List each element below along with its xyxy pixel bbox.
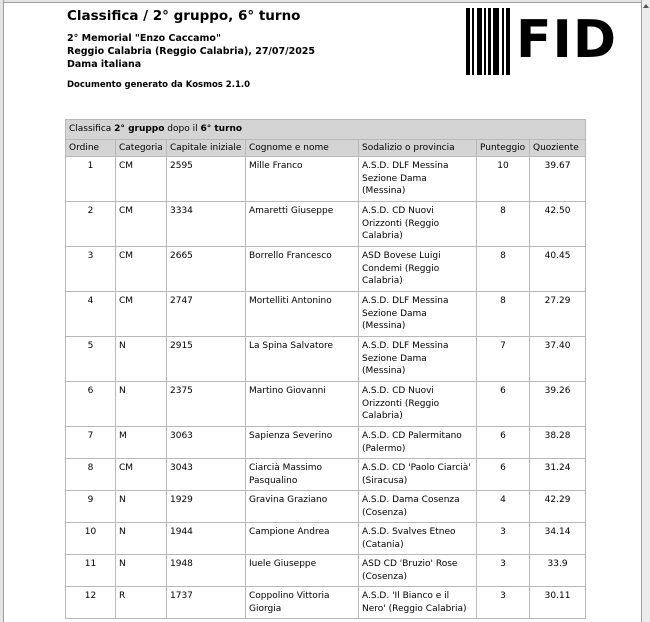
fid-logo [466, 8, 618, 75]
cell-ordine: 9 [66, 491, 116, 523]
cell-punteggio: 8 [477, 247, 530, 292]
cell-capitale: 1929 [167, 491, 246, 523]
cell-sodalizio: ASD CD 'Bruzio' Rose (Cosenza) [359, 555, 477, 587]
cell-ordine: 1 [66, 157, 116, 202]
cell-capitale: 3043 [167, 459, 246, 491]
cell-nome: Campione Andrea [246, 523, 359, 555]
table-row [66, 523, 586, 555]
cell-punteggio: 6 [477, 459, 530, 491]
cell-ordine: 7 [66, 427, 116, 459]
cell-capitale: 2665 [167, 247, 246, 292]
table-row [66, 491, 586, 523]
table-row [66, 382, 586, 427]
cell-quoziente: 38.28 [530, 427, 586, 459]
header-nome: Cognome e nome [246, 139, 359, 157]
cell-categoria: M [116, 427, 167, 459]
cell-sodalizio: A.S.D. DLF Messina Sezione Dama (Messina) [359, 337, 477, 382]
table-row [66, 459, 586, 491]
cell-categoria: CM [116, 157, 167, 202]
table-row [66, 157, 586, 202]
cell-quoziente: 31.24 [530, 459, 586, 491]
cell-ordine: 8 [66, 459, 116, 491]
standings-rows [66, 157, 586, 619]
cell-punteggio: 3 [477, 555, 530, 587]
cell-punteggio: 4 [477, 491, 530, 523]
cell-nome: Sapienza Severino [246, 427, 359, 459]
table-row [66, 587, 586, 619]
table-row [66, 555, 586, 587]
cell-punteggio: 10 [477, 157, 530, 202]
cell-categoria: N [116, 382, 167, 427]
fid-logo-text: FID [516, 10, 618, 70]
cell-quoziente: 40.45 [530, 247, 586, 292]
header-quoziente: Quoziente [530, 139, 586, 157]
cell-sodalizio: A.S.D. 'Il Bianco e il Nero' (Reggio Calabria) [359, 587, 477, 619]
cell-categoria: CM [116, 459, 167, 491]
cell-categoria: N [116, 555, 167, 587]
cell-quoziente: 37.40 [530, 337, 586, 382]
cell-capitale: 2747 [167, 292, 246, 337]
cell-sodalizio: A.S.D. DLF Messina Sezione Dama (Messina) [359, 292, 477, 337]
event-discipline: Dama italiana [67, 59, 142, 70]
cell-capitale: 2915 [167, 337, 246, 382]
cell-sodalizio: A.S.D. Svalves Etneo (Catania) [359, 523, 477, 555]
cell-quoziente: 30.11 [530, 587, 586, 619]
cell-nome: La Spina Salvatore [246, 337, 359, 382]
cell-punteggio: 6 [477, 382, 530, 427]
cell-sodalizio: ASD Bovese Luigi Condemi (Reggio Calabria) [359, 247, 477, 292]
cell-sodalizio: A.S.D. Dama Cosenza (Cosenza) [359, 491, 477, 523]
cell-punteggio: 7 [477, 337, 530, 382]
table-row [66, 292, 586, 337]
cell-quoziente: 34.14 [530, 523, 586, 555]
cell-ordine: 5 [66, 337, 116, 382]
cell-capitale: 1737 [167, 587, 246, 619]
cell-punteggio: 3 [477, 587, 530, 619]
vertical-scrollbar[interactable] [641, 0, 650, 622]
cell-nome: Amaretti Giuseppe [246, 202, 359, 247]
event-name: 2° Memorial "Enzo Caccamo" [67, 33, 221, 44]
cell-nome: Ciarcià Massimo Pasqualino [246, 459, 359, 491]
table-row [66, 337, 586, 382]
cell-capitale: 1948 [167, 555, 246, 587]
cell-quoziente: 33.9 [530, 555, 586, 587]
table-row [66, 202, 586, 247]
header-ordine: Ordine [66, 139, 116, 157]
cell-sodalizio: A.S.D. CD 'Paolo Ciarcià' (Siracusa) [359, 459, 477, 491]
cell-nome: Mortelliti Antonino [246, 292, 359, 337]
cell-punteggio: 6 [477, 427, 530, 459]
cell-ordine: 11 [66, 555, 116, 587]
table-caption: Classifica 2° gruppo dopo il 6° turno [66, 120, 586, 140]
cell-quoziente: 42.50 [530, 202, 586, 247]
cell-categoria: N [116, 337, 167, 382]
cell-ordine: 2 [66, 202, 116, 247]
cell-punteggio: 3 [477, 523, 530, 555]
cell-quoziente: 42.29 [530, 491, 586, 523]
table-row [66, 247, 586, 292]
cell-sodalizio: A.S.D. DLF Messina Sezione Dama (Messina) [359, 157, 477, 202]
window-left-border [0, 0, 4, 622]
table-caption-row [66, 120, 586, 140]
scroll-up-icon[interactable] [643, 4, 649, 8]
cell-capitale: 1944 [167, 523, 246, 555]
cell-categoria: N [116, 523, 167, 555]
cell-categoria: CM [116, 202, 167, 247]
cell-capitale: 3334 [167, 202, 246, 247]
header-capitale: Capitale iniziale [167, 139, 246, 157]
cell-ordine: 12 [66, 587, 116, 619]
table-row [66, 427, 586, 459]
cell-capitale: 3063 [167, 427, 246, 459]
header-categoria: Categoria [116, 139, 167, 157]
header-punteggio: Punteggio [477, 139, 530, 157]
cell-ordine: 3 [66, 247, 116, 292]
cell-quoziente: 27.29 [530, 292, 586, 337]
cell-sodalizio: A.S.D. CD Palermitano (Palermo) [359, 427, 477, 459]
event-info [67, 32, 315, 71]
standings-table [65, 119, 586, 619]
cell-ordine: 4 [66, 292, 116, 337]
window-top-border [0, 0, 650, 3]
cell-nome: Coppolino Vittoria Giorgia [246, 587, 359, 619]
cell-quoziente: 39.26 [530, 382, 586, 427]
cell-nome: Martino Giovanni [246, 382, 359, 427]
cell-nome: Iuele Giuseppe [246, 555, 359, 587]
cell-categoria: N [116, 491, 167, 523]
header-sodalizio: Sodalizio o provincia [359, 139, 477, 157]
cell-ordine: 10 [66, 523, 116, 555]
cell-sodalizio: A.S.D. CD Nuovi Orizzonti (Reggio Calabria) [359, 202, 477, 247]
table-header-row [66, 139, 586, 157]
cell-ordine: 6 [66, 382, 116, 427]
cell-punteggio: 8 [477, 202, 530, 247]
cell-nome: Gravina Graziano [246, 491, 359, 523]
generator-note: Documento generato da Kosmos 2.1.0 [67, 80, 251, 90]
cell-punteggio: 8 [477, 292, 530, 337]
cell-capitale: 2375 [167, 382, 246, 427]
cell-sodalizio: A.S.D. CD Nuovi Orizzonti (Reggio Calabria) [359, 382, 477, 427]
event-location-date: Reggio Calabria (Reggio Calabria), 27/07/2025 [67, 46, 316, 57]
fid-logo-bars-icon [466, 8, 510, 75]
cell-categoria: CM [116, 247, 167, 292]
cell-nome: Borrello Francesco [246, 247, 359, 292]
page-title: Classifica / 2° gruppo, 6° turno [67, 8, 301, 24]
cell-categoria: CM [116, 292, 167, 337]
cell-categoria: R [116, 587, 167, 619]
cell-capitale: 2595 [167, 157, 246, 202]
cell-quoziente: 39.67 [530, 157, 586, 202]
cell-nome: Mille Franco [246, 157, 359, 202]
